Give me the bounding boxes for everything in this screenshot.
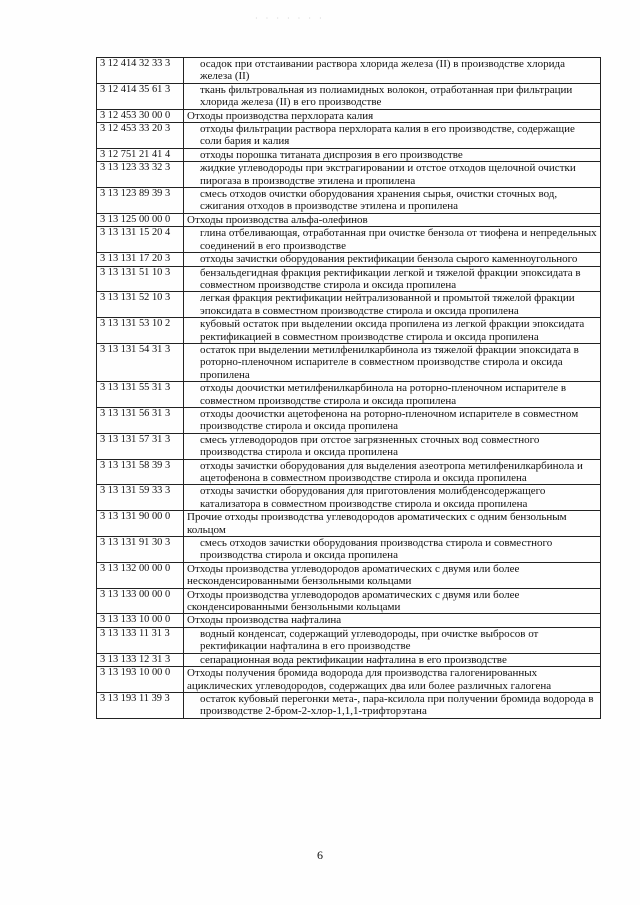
waste-code-cell: 3 12 414 35 61 3	[97, 83, 184, 109]
waste-name-cell: сепарационная вода ректификации нафталина в его производстве	[184, 653, 601, 666]
waste-code-cell: 3 13 131 54 31 3	[97, 343, 184, 381]
table-row	[97, 148, 601, 161]
waste-name-cell: Отходы производства альфа-олефинов	[184, 213, 601, 226]
waste-code-cell: 3 13 123 33 32 3	[97, 162, 184, 188]
waste-name-cell: ткань фильтровальная из полиамидных волокон, отработанная при фильтрации хлорида железа (II) в его производстве	[184, 83, 601, 109]
waste-name-cell: отходы доочистки ацетофенона на роторно-пленочном испарителе в совместном производстве стирола и оксида пропилена	[184, 407, 601, 433]
table-row	[97, 485, 601, 511]
table-row	[97, 433, 601, 459]
waste-name-cell: остаток кубовый перегонки мета-, пара-ксилола при получении бромида водорода в производстве 2-бром-2-хлор-1,1,1-трифторэтана	[184, 692, 601, 718]
table-row	[97, 292, 601, 318]
waste-name-cell: Отходы получения бромида водорода для производства галогенированных ациклических углеводородов, содержащих два или более различных галогена	[184, 667, 601, 693]
waste-code-cell: 3 12 453 30 00 0	[97, 109, 184, 122]
waste-name-cell: легкая фракция ректификации нейтрализованной и промытой тяжелой фракции эпоксидата в совместном производстве стирола и оксида пропилена	[184, 292, 601, 318]
table-group-row	[97, 614, 601, 627]
waste-name-cell: отходы фильтрации раствора перхлората калия в его производстве, содержащие соли бария и калия	[184, 123, 601, 149]
scan-artifact: · · · · · · ·	[255, 14, 325, 23]
waste-name-cell: осадок при отстаивании раствора хлорида железа (II) в производстве хлорида железа (II)	[184, 58, 601, 84]
waste-name-cell: Отходы производства углеводородов ароматических с двумя или более несконденсированными бензольными кольцами	[184, 562, 601, 588]
waste-name-cell: Прочие отходы производства углеводородов ароматических с одним бензольным кольцом	[184, 511, 601, 537]
waste-code-cell: 3 13 131 58 39 3	[97, 459, 184, 485]
waste-code-cell: 3 13 131 51 10 3	[97, 266, 184, 292]
waste-code-cell: 3 13 133 11 31 3	[97, 627, 184, 653]
waste-code-cell: 3 13 193 10 00 0	[97, 667, 184, 693]
table-row	[97, 627, 601, 653]
waste-code-cell: 3 13 133 00 00 0	[97, 588, 184, 614]
waste-code-cell: 3 12 414 32 33 3	[97, 58, 184, 84]
waste-code-cell: 3 13 133 10 00 0	[97, 614, 184, 627]
waste-code-cell: 3 13 125 00 00 0	[97, 213, 184, 226]
table-body	[97, 58, 601, 719]
table-row	[97, 58, 601, 84]
waste-code-cell: 3 13 193 11 39 3	[97, 692, 184, 718]
waste-name-cell: жидкие углеводороды при экстрагировании и отстое отходов щелочной очистки пирогаза в производстве этилена и пропилена	[184, 162, 601, 188]
table-row	[97, 653, 601, 666]
table-row	[97, 537, 601, 563]
waste-code-cell: 3 13 131 53 10 2	[97, 318, 184, 344]
waste-name-cell: отходы зачистки оборудования для выделения азеотропа метилфенилкарбинола и ацетофенона в совместном производстве стирола и оксида пропилена	[184, 459, 601, 485]
table-group-row	[97, 109, 601, 122]
table-row	[97, 343, 601, 381]
table-row	[97, 227, 601, 253]
waste-code-cell: 3 13 131 59 33 3	[97, 485, 184, 511]
waste-name-cell: Отходы производства перхлората калия	[184, 109, 601, 122]
waste-name-cell: остаток при выделении метилфенилкарбинола из тяжелой фракции эпоксидата в роторно-пленочном испарителе в совместном производстве стирола и оксида пропилена	[184, 343, 601, 381]
waste-name-cell: смесь углеводородов при отстое загрязненных сточных вод совместного производства стирола и оксида пропилена	[184, 433, 601, 459]
table-row	[97, 266, 601, 292]
table-row	[97, 188, 601, 214]
waste-name-cell: отходы зачистки оборудования ректификации бензола сырого каменноугольного	[184, 253, 601, 266]
table-group-row	[97, 588, 601, 614]
waste-name-cell: смесь отходов очистки оборудования хранения сырья, очистки сточных вод, сжигания отходов в производстве этилена и пропилена	[184, 188, 601, 214]
table-row	[97, 253, 601, 266]
waste-code-cell: 3 13 131 90 00 0	[97, 511, 184, 537]
waste-classification-table	[96, 57, 601, 719]
table-group-row	[97, 667, 601, 693]
waste-name-cell: смесь отходов зачистки оборудования производства стирола и совместного производства стирола и оксида пропилена	[184, 537, 601, 563]
waste-name-cell: Отходы производства углеводородов ароматических с двумя или более сконденсированными бензольными кольцами	[184, 588, 601, 614]
waste-code-cell: 3 13 131 56 31 3	[97, 407, 184, 433]
waste-code-cell: 3 13 133 12 31 3	[97, 653, 184, 666]
waste-code-cell: 3 13 131 91 30 3	[97, 537, 184, 563]
table-row	[97, 692, 601, 718]
waste-code-cell: 3 13 132 00 00 0	[97, 562, 184, 588]
table-row	[97, 123, 601, 149]
table-group-row	[97, 511, 601, 537]
waste-name-cell: Отходы производства нафталина	[184, 614, 601, 627]
waste-code-cell: 3 13 123 89 39 3	[97, 188, 184, 214]
page-number: 6	[317, 848, 323, 862]
waste-name-cell: бензальдегидная фракция ректификации легкой и тяжелой фракции эпоксидата в совместном производстве стирола и оксида пропилена	[184, 266, 601, 292]
waste-name-cell: отходы доочистки метилфенилкарбинола на роторно-пленочном испарителе в совместном производстве стирола и оксида пропилена	[184, 382, 601, 408]
waste-name-cell: водный конденсат, содержащий углеводороды, при очистке выбросов от ректификации нафталина в его производстве	[184, 627, 601, 653]
waste-code-cell: 3 13 131 15 20 4	[97, 227, 184, 253]
table-row	[97, 83, 601, 109]
table-group-row	[97, 213, 601, 226]
waste-code-cell: 3 13 131 55 31 3	[97, 382, 184, 408]
waste-code-cell: 3 12 751 21 41 4	[97, 148, 184, 161]
waste-code-cell: 3 13 131 17 20 3	[97, 253, 184, 266]
table-row	[97, 318, 601, 344]
table-group-row	[97, 562, 601, 588]
waste-name-cell: отходы порошка титаната диспрозия в его производстве	[184, 148, 601, 161]
table-row	[97, 407, 601, 433]
waste-name-cell: глина отбеливающая, отработанная при очистке бензола от тиофена и непредельных соединений в его производстве	[184, 227, 601, 253]
table-row	[97, 382, 601, 408]
waste-name-cell: кубовый остаток при выделении оксида пропилена из легкой фракции эпоксидата ректификацией в совместном производстве стирола и оксида пропилена	[184, 318, 601, 344]
waste-name-cell: отходы зачистки оборудования для приготовления молибденсодержащего катализатора в совместном производстве стирола и оксида пропилена	[184, 485, 601, 511]
waste-code-cell: 3 13 131 57 31 3	[97, 433, 184, 459]
waste-code-cell: 3 13 131 52 10 3	[97, 292, 184, 318]
table-row	[97, 162, 601, 188]
table-row	[97, 459, 601, 485]
waste-code-cell: 3 12 453 33 20 3	[97, 123, 184, 149]
